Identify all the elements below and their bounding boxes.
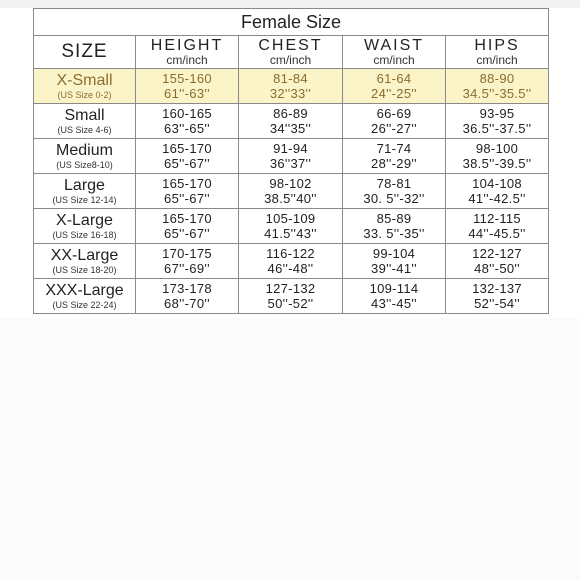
hips-cm: 98-100 <box>475 141 519 156</box>
hips-cm: 93-95 <box>479 106 515 121</box>
chest-cell <box>239 279 343 314</box>
size-chart <box>33 8 548 314</box>
chest-inch: 38.5''40'' <box>264 191 317 206</box>
chest-inch: 50''-52'' <box>267 296 314 311</box>
header-size: SIZE <box>34 36 136 69</box>
us-size: (US Size 4-6) <box>57 124 112 135</box>
us-size: (US Size8-10) <box>56 159 113 170</box>
blank-area <box>0 318 580 580</box>
height-cm: 173-178 <box>162 281 212 296</box>
height-cell <box>136 104 239 139</box>
size-name: Medium <box>56 141 113 159</box>
size-cell <box>34 244 136 279</box>
size-cell <box>34 104 136 139</box>
waist-cell <box>343 104 446 139</box>
size-name: XXX-Large <box>45 281 124 299</box>
waist-cm: 85-89 <box>376 211 412 226</box>
height-cm: 155-160 <box>162 71 212 86</box>
hips-cm: 122-127 <box>472 246 522 261</box>
waist-inch: 24''-25'' <box>371 86 417 101</box>
waist-cm: 78-81 <box>376 176 412 191</box>
hips-cell <box>446 279 549 314</box>
hips-inch: 36.5''-37.5'' <box>462 121 532 136</box>
height-cell <box>136 279 239 314</box>
header-height: HEIGHT cm/inch <box>136 36 239 69</box>
size-row <box>34 69 549 104</box>
us-size: (US Size 12-14) <box>52 194 117 205</box>
chest-cm: 91-94 <box>273 141 308 156</box>
hips-cm: 104-108 <box>472 176 522 191</box>
height-cell <box>136 244 239 279</box>
waist-inch: 28''-29'' <box>371 156 417 171</box>
size-cell <box>34 209 136 244</box>
waist-inch: 39''-41'' <box>371 261 417 276</box>
header-row <box>34 36 549 69</box>
height-inch: 68''-70'' <box>164 296 210 311</box>
size-cell <box>34 174 136 209</box>
hips-cell <box>446 209 549 244</box>
height-cell <box>136 139 239 174</box>
chest-cm: 98-102 <box>269 176 312 191</box>
waist-cm: 71-74 <box>376 141 412 156</box>
waist-cell <box>343 139 446 174</box>
chest-cm: 105-109 <box>265 211 316 226</box>
hips-cell <box>446 244 549 279</box>
height-cm: 165-170 <box>162 141 212 156</box>
size-row <box>34 104 549 139</box>
hips-cm: 112-115 <box>473 211 521 226</box>
chart-title: Female Size <box>34 9 549 36</box>
height-cm: 165-170 <box>162 176 212 191</box>
size-name: X-Small <box>56 71 113 89</box>
chest-cell <box>239 209 343 244</box>
size-row <box>34 244 549 279</box>
size-cell <box>34 139 136 174</box>
waist-inch: 26''-27'' <box>371 121 417 136</box>
waist-cm: 99-104 <box>372 246 416 261</box>
waist-cm: 66-69 <box>376 106 412 121</box>
waist-cell <box>343 69 446 104</box>
height-cell <box>136 69 239 104</box>
chest-cell <box>239 104 343 139</box>
size-cell <box>34 69 136 104</box>
hips-inch: 38.5''-39.5'' <box>462 156 532 171</box>
waist-cell <box>343 279 446 314</box>
top-band <box>0 0 580 8</box>
waist-cell <box>343 174 446 209</box>
waist-inch: 30. 5''-32'' <box>363 191 425 206</box>
hips-cm: 132-137 <box>472 281 522 296</box>
size-name: Small <box>64 106 105 124</box>
height-inch: 67''-69'' <box>164 261 210 276</box>
size-row <box>34 174 549 209</box>
us-size: (US Size 16-18) <box>52 229 117 240</box>
height-cm: 160-165 <box>162 106 212 121</box>
chest-cell <box>239 69 343 104</box>
hips-inch: 34.5''-35.5'' <box>462 86 532 101</box>
waist-cell <box>343 209 446 244</box>
hips-inch: 44''-45.5'' <box>468 226 526 241</box>
us-size: (US Size 18-20) <box>52 264 117 275</box>
waist-inch: 33. 5''-35'' <box>363 226 425 241</box>
waist-cell <box>343 244 446 279</box>
chest-cell <box>239 244 343 279</box>
chest-cm: 127-132 <box>265 281 316 296</box>
hips-inch: 48''-50'' <box>474 261 520 276</box>
size-cell <box>34 279 136 314</box>
hips-cm: 88-90 <box>479 71 515 86</box>
height-inch: 65''-67'' <box>164 156 210 171</box>
size-name: X-Large <box>56 211 113 229</box>
waist-cm: 109-114 <box>369 281 419 296</box>
height-inch: 65''-67'' <box>164 226 210 241</box>
height-inch: 63''-65'' <box>164 121 210 136</box>
chest-inch: 32''33'' <box>269 86 312 101</box>
header-chest: CHEST cm/inch <box>239 36 343 69</box>
height-inch: 65''-67'' <box>164 191 210 206</box>
waist-cm: 61-64 <box>376 71 412 86</box>
header-hips: HIPS cm/inch <box>446 36 549 69</box>
chest-cm: 86-89 <box>273 106 308 121</box>
chest-inch: 41.5''43'' <box>264 226 317 241</box>
chest-cell <box>239 174 343 209</box>
height-cm: 170-175 <box>162 246 212 261</box>
chest-inch: 46''-48'' <box>267 261 314 276</box>
height-cell <box>136 209 239 244</box>
chest-inch: 34''35'' <box>269 121 312 136</box>
chest-cm: 81-84 <box>273 71 308 86</box>
us-size: (US Size 22-24) <box>52 299 117 310</box>
hips-cell <box>446 69 549 104</box>
size-table <box>33 8 549 314</box>
chest-cell <box>239 139 343 174</box>
hips-inch: 41''-42.5'' <box>468 191 526 206</box>
chest-cm: 116-122 <box>266 246 315 261</box>
hips-cell <box>446 104 549 139</box>
height-inch: 61''-63'' <box>164 86 210 101</box>
size-name: XX-Large <box>50 246 119 264</box>
height-cell <box>136 174 239 209</box>
header-waist: WAIST cm/inch <box>343 36 446 69</box>
size-row <box>34 209 549 244</box>
height-cm: 165-170 <box>162 211 212 226</box>
size-row <box>34 139 549 174</box>
hips-inch: 52''-54'' <box>474 296 520 311</box>
waist-inch: 43''-45'' <box>371 296 417 311</box>
size-row <box>34 279 549 314</box>
hips-cell <box>446 139 549 174</box>
hips-cell <box>446 174 549 209</box>
chest-inch: 36''37'' <box>269 156 312 171</box>
size-name: Large <box>64 176 105 194</box>
us-size: (US Size 0-2) <box>57 89 112 100</box>
